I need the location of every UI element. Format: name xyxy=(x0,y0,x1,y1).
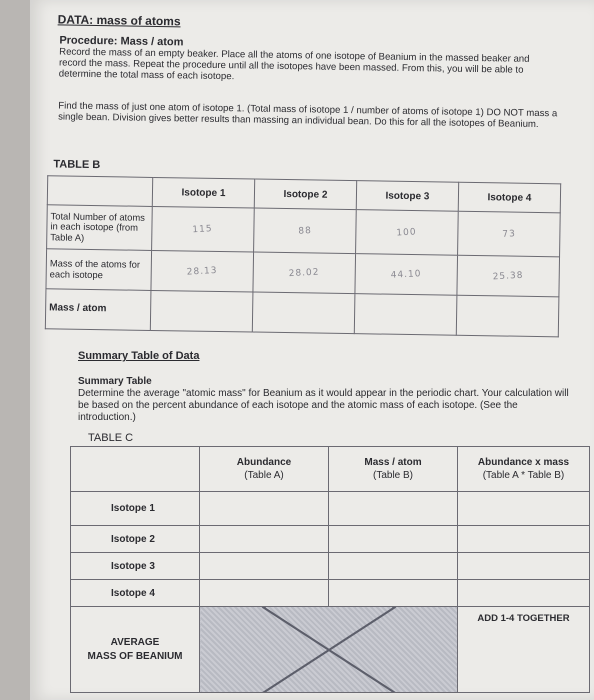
table-c-corner xyxy=(71,447,200,492)
page-title: DATA: mass of atoms xyxy=(57,12,181,29)
row-label-isotope-2: Isotope 2 xyxy=(71,526,200,553)
table-row xyxy=(45,289,559,337)
procedure-text: Record the mass of an empty beaker. Place all the atoms of one isotope of Beanium in the massed beaker and record the mass. Repeat the procedure until all the isotopes have been massed. From this, you will be able to determine the total mass of each isotope. xyxy=(58,46,530,83)
upper-section xyxy=(25,0,594,349)
table-cell[interactable] xyxy=(253,252,356,294)
table-cell[interactable] xyxy=(150,290,253,332)
col-subheading: (Table B) xyxy=(372,470,413,481)
table-cell[interactable] xyxy=(152,206,255,252)
table-c-col-abundance-x-mass xyxy=(458,447,590,492)
handwritten-value: 28.02 xyxy=(288,267,320,279)
table-c-header-row xyxy=(71,447,590,492)
summary-section-title: Summary Table of Data xyxy=(78,350,200,362)
table-cell[interactable] xyxy=(329,526,458,553)
find-mass-text: Find the mass of just one atom of isotope 1. (Total mass of isotope 1 / number of atoms of isotope 1) DO NOT mass a single bean. Division gives better results than massing an individual bean. Do this for all the isotopes of Beanium. xyxy=(58,100,558,131)
table-cell[interactable] xyxy=(458,526,590,553)
row-label-isotope-4: Isotope 4 xyxy=(71,580,200,607)
handwritten-value: 115 xyxy=(192,223,214,235)
handwritten-value: 100 xyxy=(396,226,418,238)
handwritten-value: 88 xyxy=(297,225,312,237)
shaded-cell xyxy=(200,607,458,693)
table-cell[interactable] xyxy=(354,294,457,336)
table-cell[interactable] xyxy=(456,295,559,337)
col-subheading: (Table A) xyxy=(244,470,284,481)
table-b-col-isotope-2: Isotope 2 xyxy=(254,179,356,210)
col-heading: Abundance x mass xyxy=(477,457,570,468)
row-label-isotope-1: Isotope 1 xyxy=(71,492,200,526)
table-cell[interactable] xyxy=(355,254,458,296)
table-row xyxy=(71,492,590,526)
table-cell[interactable] xyxy=(457,255,560,297)
average-mass-label xyxy=(71,607,200,693)
table-cell[interactable] xyxy=(151,250,254,292)
row-label-mass-per-atom: Mass / atom xyxy=(45,289,151,331)
table-row xyxy=(71,526,590,553)
row-label-mass-of-atoms: Mass of the atoms for each isotope xyxy=(46,249,152,291)
table-c-col-mass-per-atom xyxy=(329,447,458,492)
row-label-total-atoms: Total Number of atoms in each isotope (from Table A) xyxy=(47,205,153,251)
table-cell[interactable] xyxy=(329,553,458,580)
table-b-col-isotope-1: Isotope 1 xyxy=(152,177,254,208)
table-row xyxy=(71,553,590,580)
handwritten-value: 44.10 xyxy=(390,268,422,281)
avg-label-line-1: AVERAGE xyxy=(110,636,160,648)
table-row xyxy=(71,580,590,607)
table-b-label: TABLE B xyxy=(53,158,101,172)
avg-label-line-2: MASS OF BEANIUM xyxy=(87,650,183,662)
handwritten-value: 28.13 xyxy=(186,265,218,278)
handwritten-value: 73 xyxy=(501,228,516,240)
table-cell[interactable] xyxy=(458,580,590,607)
table-b-corner xyxy=(47,176,152,207)
table-c-label: TABLE C xyxy=(88,432,134,444)
worksheet-page xyxy=(30,0,594,700)
handwritten-value: 25.38 xyxy=(492,270,524,282)
table-cell[interactable] xyxy=(329,580,458,607)
table-b-col-isotope-3: Isotope 3 xyxy=(356,181,458,212)
table-cell[interactable] xyxy=(329,492,458,526)
table-row-average xyxy=(71,607,590,693)
table-b xyxy=(45,175,561,337)
row-label-isotope-3: Isotope 3 xyxy=(71,553,200,580)
table-cell[interactable] xyxy=(200,580,329,607)
procedure-heading: Procedure: Mass / atom xyxy=(59,34,184,49)
col-heading: Abundance xyxy=(236,457,292,468)
add-together-cell[interactable] xyxy=(458,607,590,693)
add-together-label: ADD 1-4 TOGETHER xyxy=(477,613,570,624)
table-c xyxy=(70,446,590,693)
table-cell[interactable] xyxy=(458,211,561,257)
col-subheading: (Table A * Table B) xyxy=(482,470,565,481)
table-cell[interactable] xyxy=(356,210,459,256)
col-heading: Mass / atom xyxy=(364,457,422,468)
table-cell[interactable] xyxy=(200,492,329,526)
table-cell[interactable] xyxy=(200,526,329,553)
table-cell[interactable] xyxy=(200,553,329,580)
summary-subtitle: Summary Table xyxy=(78,376,152,387)
table-cell[interactable] xyxy=(458,553,590,580)
table-cell[interactable] xyxy=(252,292,355,334)
table-cell[interactable] xyxy=(458,492,590,526)
summary-description: Determine the average "atomic mass" for Beanium as it would appear in the periodic chart. Your calculation will be based on the percent abundance of each isotope and the atomic mass of each isotope. (See the introduction.) xyxy=(78,388,569,423)
table-c-col-abundance xyxy=(200,447,329,492)
table-cell[interactable] xyxy=(254,208,357,254)
table-b-col-isotope-4: Isotope 4 xyxy=(458,182,560,213)
